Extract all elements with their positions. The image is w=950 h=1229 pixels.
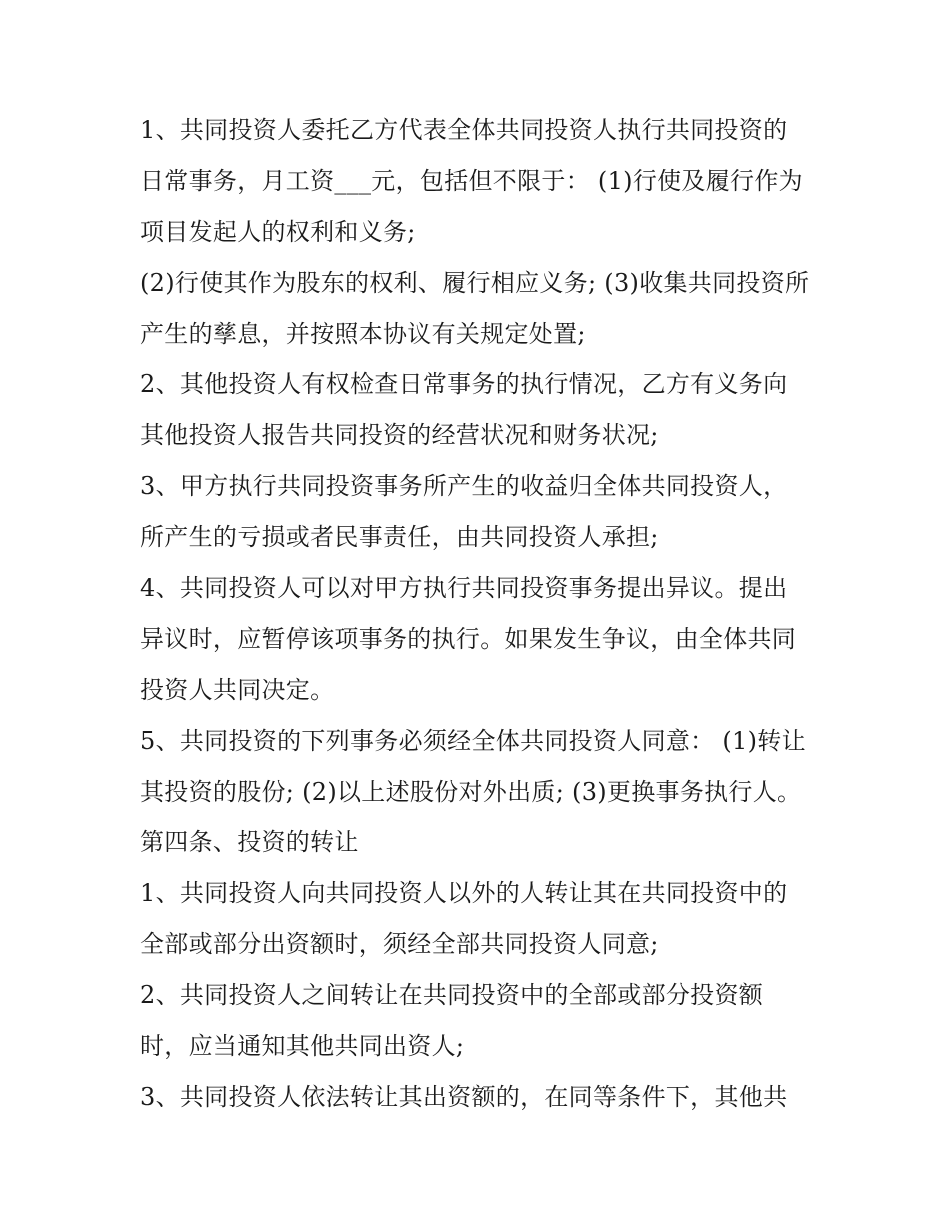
text-line: 4、共同投资人可以对甲方执行共同投资事务提出异议。提出 (140, 574, 788, 603)
text-line: 5、共同投资的下列事务必须经全体共同投资人同意： (1)转让 (140, 726, 806, 755)
text-line: 全部或部分出资额时，须经全部共同投资人同意; (140, 930, 659, 959)
text-line: 3、甲方执行共同投资事务所产生的收益归全体共同投资人， (140, 472, 788, 501)
text-line: 项目发起人的权利和义务; (140, 217, 416, 246)
text-line: 时，应当通知其他共同出资人; (140, 1032, 465, 1061)
text-line: 投资人共同决定。 (140, 675, 335, 704)
text-line: 1、共同投资人向共同投资人以外的人转让其在共同投资中的 (140, 879, 788, 908)
document-body (140, 105, 820, 1123)
text-line: 其投资的股份; (2)以上述股份对外出质; (3)更换事务执行人。 (140, 777, 802, 806)
text-line: (2)行使其作为股东的权利、履行相应义务; (3)收集共同投资所 (140, 268, 810, 297)
text-line: 2、共同投资人之间转让在共同投资中的全部或部分投资额 (140, 981, 764, 1010)
text-line: 产生的孳息，并按照本协议有关规定处置; (140, 319, 586, 348)
text-line: 日常事务，月工资___元，包括但不限于： (1)行使及履行作为 (140, 166, 803, 195)
text-line: 异议时，应暂停该项事务的执行。如果发生争议，由全体共同 (140, 624, 797, 653)
text-line: 其他投资人报告共同投资的经营状况和财务状况; (140, 421, 659, 450)
text-line: 1、共同投资人委托乙方代表全体共同投资人执行共同投资的 (140, 116, 788, 144)
text-line: 3、共同投资人依法转让其出资额的，在同等条件下，其他共 (140, 1082, 788, 1111)
text-line: 所产生的亏损或者民事责任，由共同投资人承担; (140, 523, 659, 552)
section-heading: 第四条、投资的转让 (140, 828, 359, 857)
text-line: 2、其他投资人有权检查日常事务的执行情况，乙方有义务向 (140, 370, 788, 399)
